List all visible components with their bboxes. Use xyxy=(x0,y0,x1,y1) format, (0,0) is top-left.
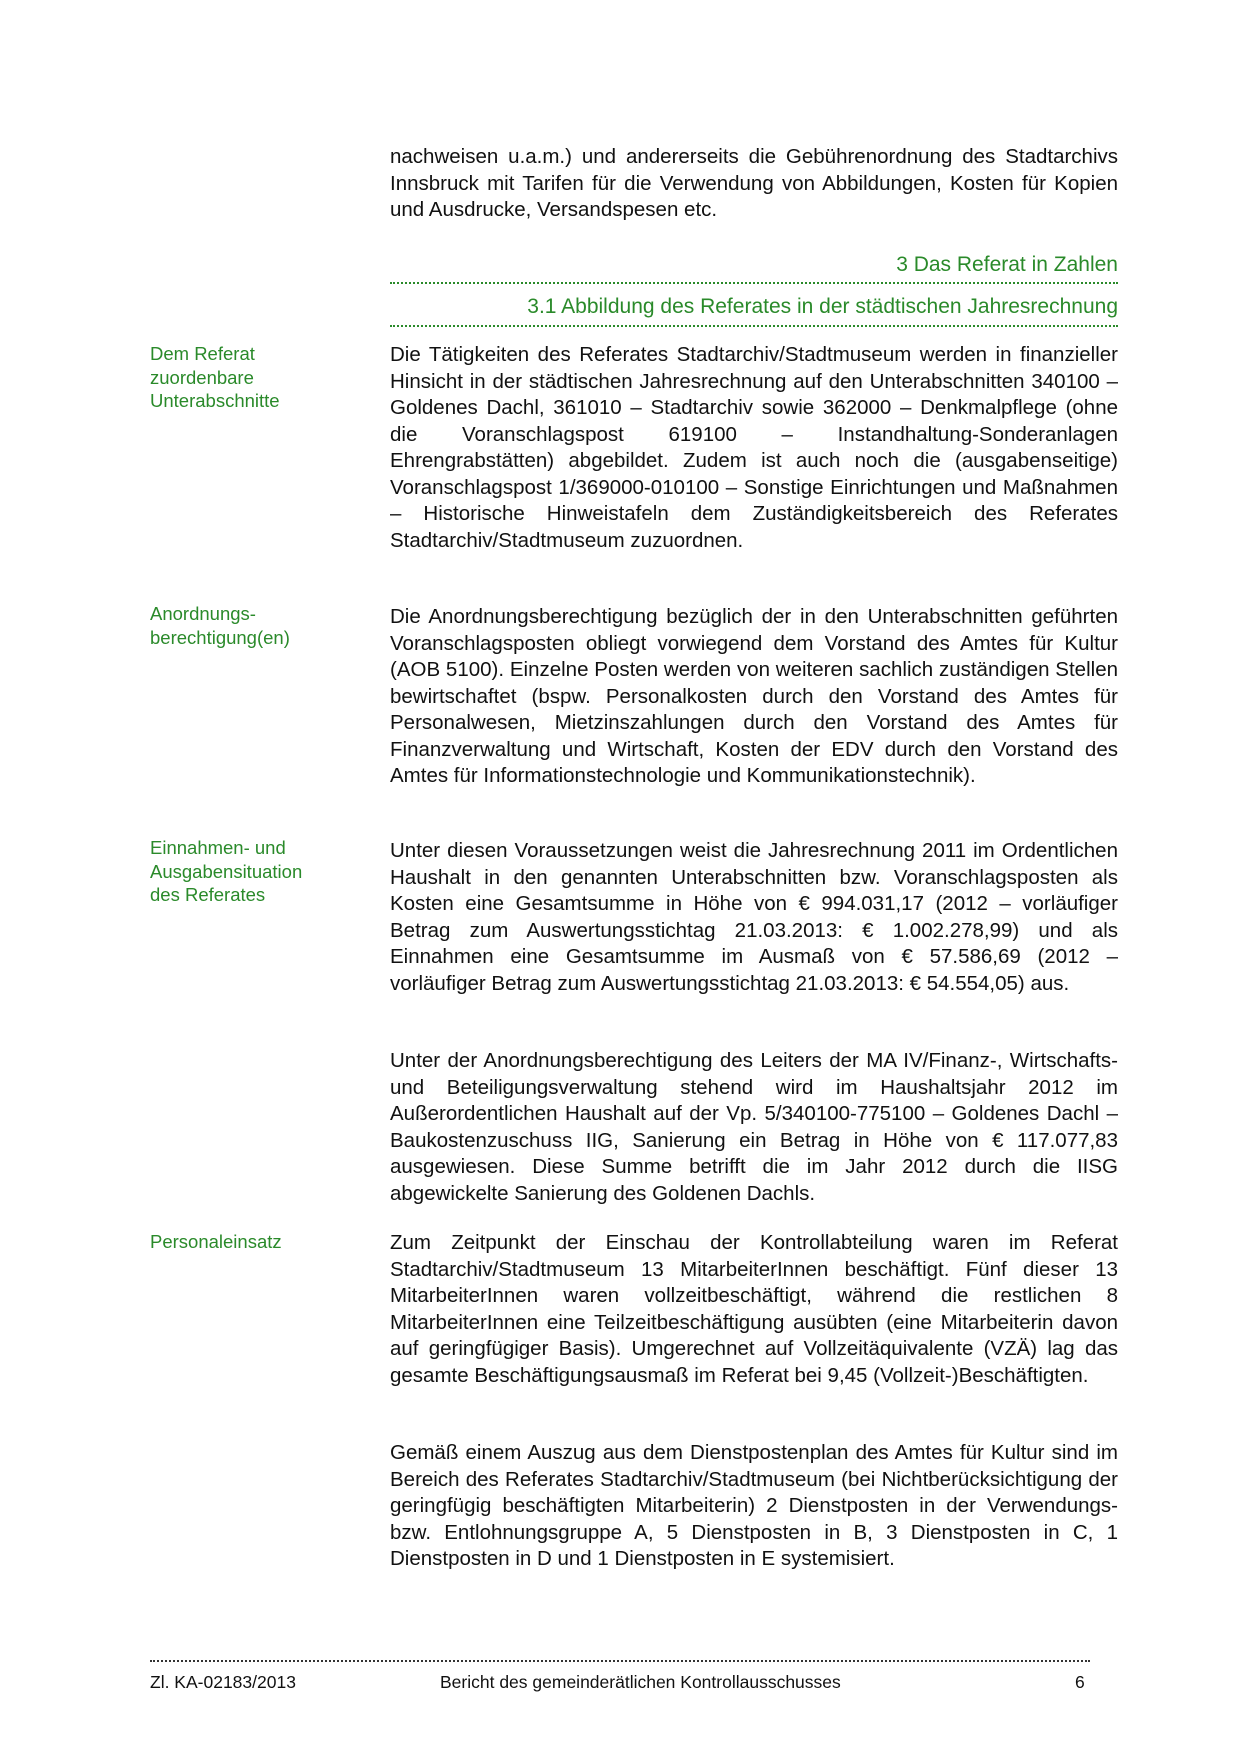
page-number: 6 xyxy=(1075,1672,1085,1692)
paragraph-anordnungsberechtigung: Die Anordnungsberechtigung bezüglich der in den Unterabschnitten geführten Voranschlagsposten obliegt vorwiegend dem Vorstand des Amtes für Kultur (AOB 5100). Einzelne Posten werden von weiteren sachlich zuständigen Stellen bewirtschaftet (bspw. Personalkosten durch den Vorstand des Amtes für Personalwesen, Mietzinszahlungen durch den Vorstand des Amtes für Finanzverwaltung und Wirtschaft, Kosten der EDV durch den Vorstand des Amtes für Informationstechnologie und Kommunikationstechnik). xyxy=(390,605,1118,787)
footer-rule xyxy=(150,1660,1090,1662)
footer-title: Bericht des gemeinderätlichen Kontrollausschusses xyxy=(440,1672,841,1692)
section-heading-rule xyxy=(390,282,1118,284)
margin-note-anordnungsberechtigung: Anordnungs-berechtigung(en) xyxy=(150,603,290,648)
margin-note-unterabschnitte: Dem Referat zuordenbare Unterabschnitte xyxy=(150,343,280,411)
footer-reference: Zl. KA-02183/2013 xyxy=(150,1672,296,1692)
margin-note-einnahmen-ausgaben: Einnahmen- und Ausgabensituation des Referates xyxy=(150,837,303,905)
paragraph-dienstpostenplan: Gemäß einem Auszug aus dem Dienstpostenplan des Amtes für Kultur sind im Bereich des Referates Stadtarchiv/Stadtmuseum (bei Nichtberücksichtigung der geringfügig beschäftigten Mitarbeiterin) 2 Dienstposten in der Verwendungs- bzw. Entlohnungsgruppe A, 5 Dienstposten in B, 3 Dienstposten in C, 1 Dienstposten in D und 1 Dienstposten in E systemisiert. xyxy=(390,1441,1118,1570)
subsection-heading: 3.1 Abbildung des Referates in der städtischen Jahresrechnung xyxy=(527,295,1118,318)
paragraph-unterabschnitte: Die Tätigkeiten des Referates Stadtarchiv/Stadtmuseum werden in finanzieller Hinsicht in der städtischen Jahresrechnung auf den Unterabschnitten 340100 – Goldenes Dachl, 361010 – Stadtarchiv sowie 362000 – Denkmalpflege (ohne die Voranschlagspost 619100 – Instandhaltung-Sonderanlagen Ehrengrabstätten) abgebildet. Zudem ist auch noch die (ausgabenseitige) Voranschlagspost 1/369000-010100 – Sonstige Einrichtungen und Maßnahmen – Historische Hinweistafeln dem Zuständigkeitsbereich des Referates Stadtarchiv/Stadtmuseum zuzuordnen. xyxy=(390,343,1118,552)
paragraph-personaleinsatz: Zum Zeitpunkt der Einschau der Kontrollabteilung waren im Referat Stadtarchiv/Stadtmuseum 13 MitarbeiterInnen beschäftigt. Fünf dieser 13 MitarbeiterInnen waren vollzeitbeschäftigt, während die restlichen 8 MitarbeiterInnen eine Teilzeitbeschäftigung ausübten (eine Mitarbeiterin davon auf geringfügiger Basis). Umgerechnet auf Vollzeitäquivalente (VZÄ) lag das gesamte Beschäftigungsausmaß im Referat bei 9,45 (Vollzeit-)Beschäftigten. xyxy=(390,1231,1118,1387)
margin-note-personaleinsatz: Personaleinsatz xyxy=(150,1231,282,1252)
intro-paragraph: nachweisen u.a.m.) und andererseits die Gebührenordnung des Stadtarchivs Innsbruck mit Tarifen für die Verwendung von Abbildungen, Kosten für Kopien und Ausdrucke, Versandspesen etc. xyxy=(390,145,1118,221)
paragraph-ao-haushalt: Unter der Anordnungsberechtigung des Leiters der MA IV/Finanz-, Wirtschafts- und Beteiligungsverwaltung stehend wird im Haushaltsjahr 2012 im Außerordentlichen Haushalt auf der Vp. 5/340100-775100 – Goldenes Dachl – Baukostenzuschuss IIG, Sanierung ein Betrag in Höhe von € 117.077,83 ausgewiesen. Diese Summe betrifft die im Jahr 2012 durch die IISG abgewickelte Sanierung des Goldenen Dachls. xyxy=(390,1049,1118,1205)
section-heading: 3 Das Referat in Zahlen xyxy=(896,253,1118,276)
paragraph-einnahmen-ausgaben: Unter diesen Voraussetzungen weist die Jahresrechnung 2011 im Ordentlichen Haushalt in den genannten Unterabschnitten bzw. Voranschlagsposten als Kosten eine Gesamtsumme in Höhe von € 994.031,17 (2012 – vorläufiger Betrag zum Auswertungsstichtag 21.03.2013: € 1.002.278,99) und als Einnahmen eine Gesamtsumme im Ausmaß von € 57.586,69 (2012 – vorläufiger Betrag zum Auswertungsstichtag 21.03.2013: € 54.554,05) aus. xyxy=(390,839,1118,995)
subsection-heading-rule xyxy=(390,325,1118,327)
